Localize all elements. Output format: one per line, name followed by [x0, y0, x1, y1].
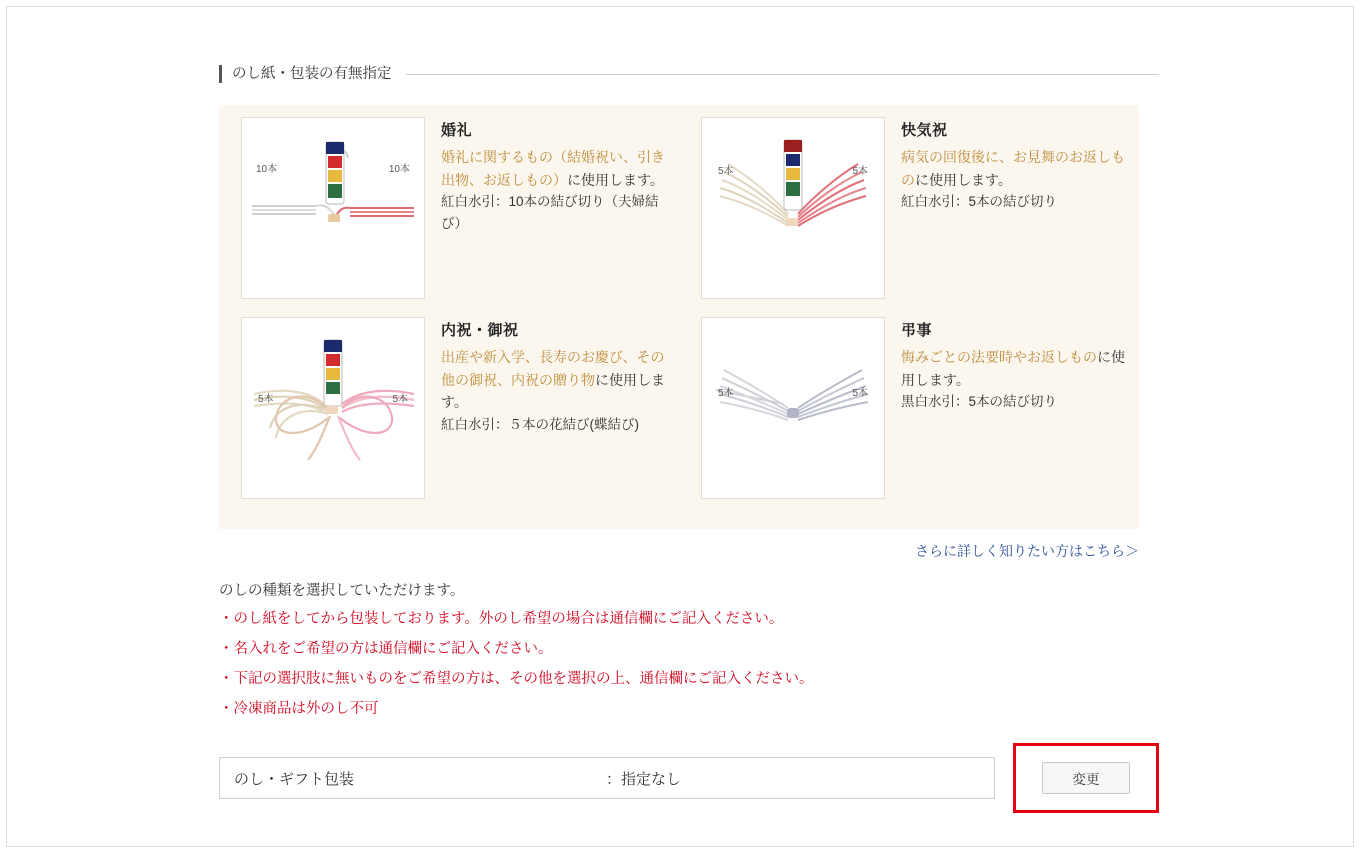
more-link-row — [219, 541, 1139, 561]
mizuhiki-count-left: 5本 — [258, 394, 274, 405]
noshi-type-desc — [441, 346, 673, 414]
note-item: ・のし紙をしてから包装しております。外のし希望の場合は通信欄にご記入ください。 — [219, 611, 784, 627]
note-item: ・冷凍商品は外のし不可 — [219, 700, 379, 717]
mizuhiki-count-left: 5本 — [718, 388, 734, 399]
mizuhiki-count-left: 10本 — [256, 164, 278, 175]
noshi-type-name: 快気祝 — [901, 122, 948, 139]
section-header — [219, 57, 1159, 91]
noshi-recovery-image — [701, 117, 885, 299]
notes-heading: のしの種類を選択していただけます。 — [219, 583, 465, 599]
noshi-type-item — [219, 317, 679, 499]
title-divider — [406, 74, 1160, 75]
noshi-celebration-image — [241, 317, 425, 499]
noshi-desc-plain: に使用します。 — [567, 171, 664, 188]
noshi-desc-highlight: 病気の回復後に、お見舞のお返しもの — [901, 149, 1125, 188]
mizuhiki-count-left: 5本 — [718, 166, 734, 177]
noshi-type-text — [885, 117, 1133, 299]
noshi-selection-label: のし・ギフト包装 — [234, 770, 355, 788]
mizuhiki-chomusubi-icon — [242, 318, 424, 498]
noshi-selection-display — [219, 757, 995, 799]
mizuhiki-count-right: 5本 — [852, 166, 868, 177]
noshi-type-sub: 紅白水引：５本の花結び(蝶結び) — [441, 417, 639, 433]
noshi-selection-row — [219, 746, 1159, 810]
noshi-type-name: 婚礼 — [441, 122, 473, 139]
mizuhiki-musubikiri5-icon — [702, 118, 884, 298]
note-item: ・名入れをご希望の方は通信欄にご記入ください。 — [219, 640, 553, 657]
noshi-desc-highlight: 婚礼に関するもの（結婚祝い、引き出物、お返しもの） — [441, 149, 665, 188]
note-item: ・下記の選択肢に無いものをご希望の方は、その他を選択の上、通信欄にご記入ください。 — [219, 670, 814, 687]
noshi-type-text — [425, 317, 673, 499]
noshi-type-item — [679, 317, 1139, 499]
noshi-type-text — [885, 317, 1133, 499]
noshi-type-sub: 黒白水引：5本の結び切り — [901, 394, 1058, 410]
change-button[interactable]: 変更 — [1042, 762, 1130, 794]
noshi-type-text — [425, 117, 673, 299]
more-details-link[interactable]: さらに詳しく知りたい方はこちら＞ — [915, 543, 1139, 559]
page-title: のし紙・包装の有無指定 — [219, 65, 392, 83]
noshi-desc-highlight: 悔みごとの法要時やお返しもの — [901, 349, 1097, 365]
noshi-wedding-image — [241, 117, 425, 299]
noshi-type-panel — [219, 105, 1139, 529]
mizuhiki-count-right: 5本 — [392, 394, 408, 405]
noshi-mourning-image — [701, 317, 885, 499]
mizuhiki-count-right: 10本 — [388, 164, 410, 175]
noshi-desc-plain: に使用します。 — [441, 371, 665, 411]
noshi-section — [219, 57, 1159, 810]
mizuhiki-count-right: 5本 — [852, 388, 868, 399]
noshi-type-desc — [441, 146, 673, 191]
noshi-type-item — [219, 117, 679, 299]
noshi-type-name: 弔事 — [901, 322, 933, 339]
noshi-type-sub: 紅白水引：10本の結び切り（夫婦結び） — [441, 194, 659, 232]
page-frame — [6, 6, 1354, 847]
noshi-type-desc — [901, 346, 1133, 391]
noshi-desc-plain: に使用します。 — [915, 171, 1012, 188]
noshi-type-name: 内祝・御祝 — [441, 322, 519, 339]
change-button-highlight — [1013, 743, 1159, 813]
noshi-desc-plain: に使用します。 — [901, 349, 1125, 388]
noshi-selection-value: ：指定なし — [606, 770, 682, 788]
mizuhiki-musubikiri-icon — [242, 118, 424, 298]
noshi-type-item — [679, 117, 1139, 299]
noshi-type-sub: 紅白水引：5本の結び切り — [901, 194, 1058, 210]
noshi-desc-highlight: 出産や新入学、長寿のお慶び、その他の御祝、内祝の贈り物 — [441, 349, 665, 388]
noshi-notes — [219, 579, 1159, 718]
mizuhiki-mourning-icon — [702, 318, 884, 498]
noshi-type-desc — [901, 146, 1133, 191]
